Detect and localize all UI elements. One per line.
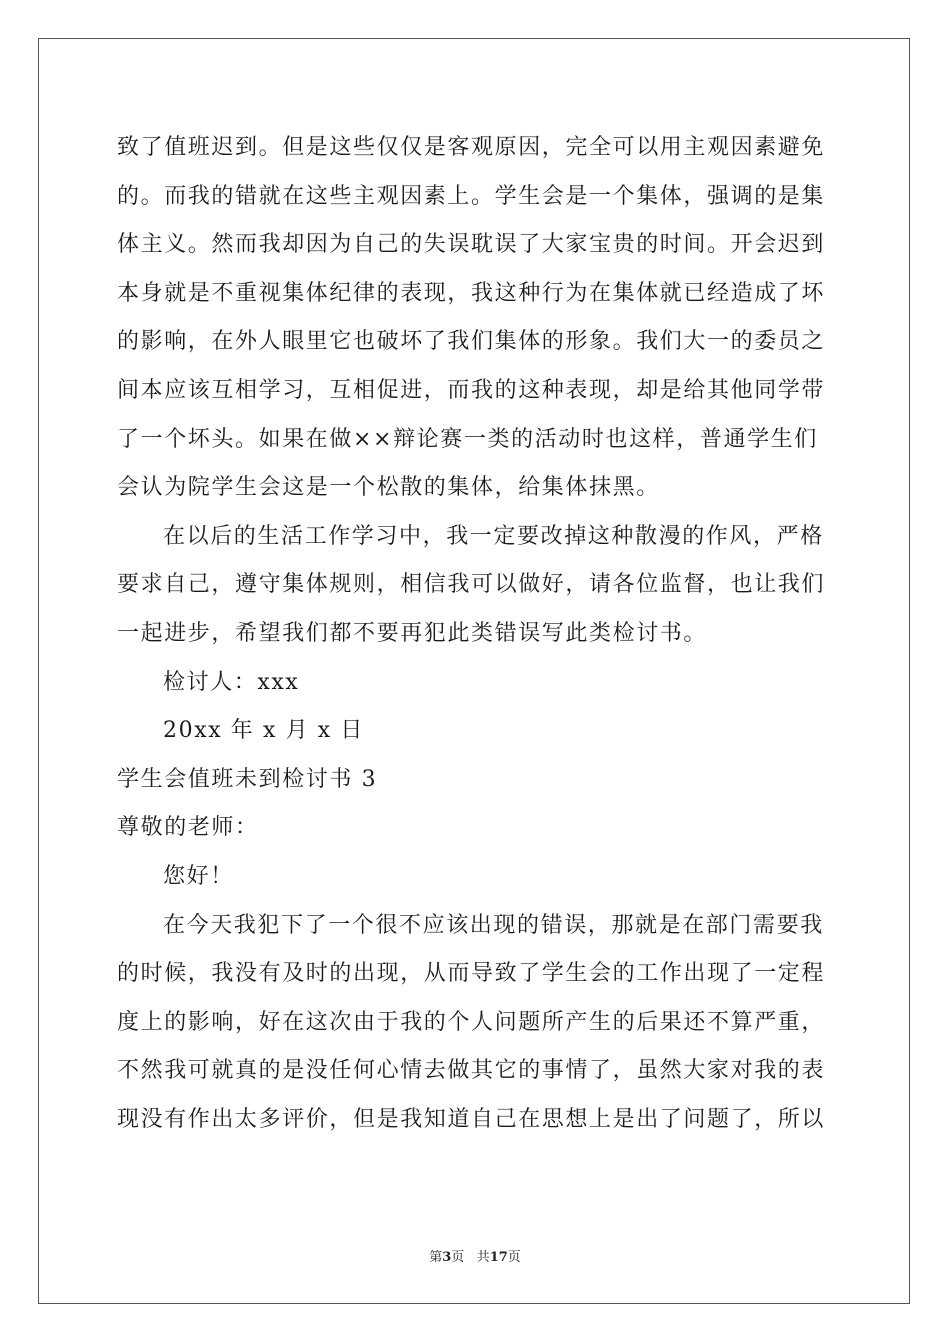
paragraph-start-line: 在今天我犯下了一个很不应该出现的错误，那就是在部门需要我	[163, 912, 824, 938]
text-line: 现没有作出太多评价，但是我知道自己在思想上是出了问题了，所以	[117, 1106, 826, 1132]
text-line: 本身就是不重视集体纪律的表现，我这种行为在集体就已经造成了坏	[117, 280, 826, 306]
page-suffix: 页	[451, 1250, 465, 1265]
text-line: 会认为院学生会这是一个松散的集体，给集体抹黑。	[117, 475, 660, 501]
paragraph-start-line: 在以后的生活工作学习中，我一定要改掉这种散漫的作风，严格	[163, 523, 824, 549]
text-line: 了一个坏头。如果在做××辩论赛一类的活动时也这样，普通学生们	[117, 426, 818, 452]
signature-author: 检讨人：xxx	[163, 669, 300, 695]
text-line: 体主义。然而我却因为自己的失误耽误了大家宝贵的时间。开会迟到	[117, 232, 826, 258]
greeting: 您好！	[163, 863, 234, 889]
text-line: 度上的影响，好在这次由于我的个人问题所产生的后果还不算严重，	[117, 1009, 826, 1035]
page-footer	[0, 1246, 950, 1265]
text-line: 的影响，在外人眼里它也破坏了我们集体的形象。我们大一的委员之	[117, 329, 826, 355]
text-line: 致了值班迟到。但是这些仅仅是客观原因，完全可以用主观因素避免	[117, 135, 826, 160]
total-pages: 17	[489, 1250, 508, 1265]
text-line: 不然我可就真的是没任何心情去做其它的事情了，虽然大家对我的表	[117, 1058, 826, 1084]
section-title: 学生会值班未到检讨书 3	[117, 766, 378, 792]
text-line: 的。而我的错就在这些主观因素上。学生会是一个集体，强调的是集	[117, 183, 826, 209]
text-line: 间本应该互相学习，互相促进，而我的这种表现，却是给其他同学带	[117, 377, 826, 403]
document-body	[117, 124, 837, 1144]
total-suffix: 页	[507, 1250, 521, 1265]
salutation: 尊敬的老师：	[117, 815, 259, 841]
text-line: 要求自己，遵守集体规则，相信我可以做好，请各位监督，也让我们	[117, 572, 826, 598]
text-line: 的时候，我没有及时的出现，从而导致了学生会的工作出现了一定程	[117, 961, 826, 987]
text-line: 一起进步，希望我们都不要再犯此类错误写此类检讨书。	[117, 620, 708, 646]
signature-date: 20xx 年 x 月 x 日	[163, 718, 364, 744]
total-prefix: 共	[476, 1250, 490, 1265]
page-prefix: 第	[429, 1250, 443, 1265]
page-number: 3	[442, 1250, 452, 1265]
